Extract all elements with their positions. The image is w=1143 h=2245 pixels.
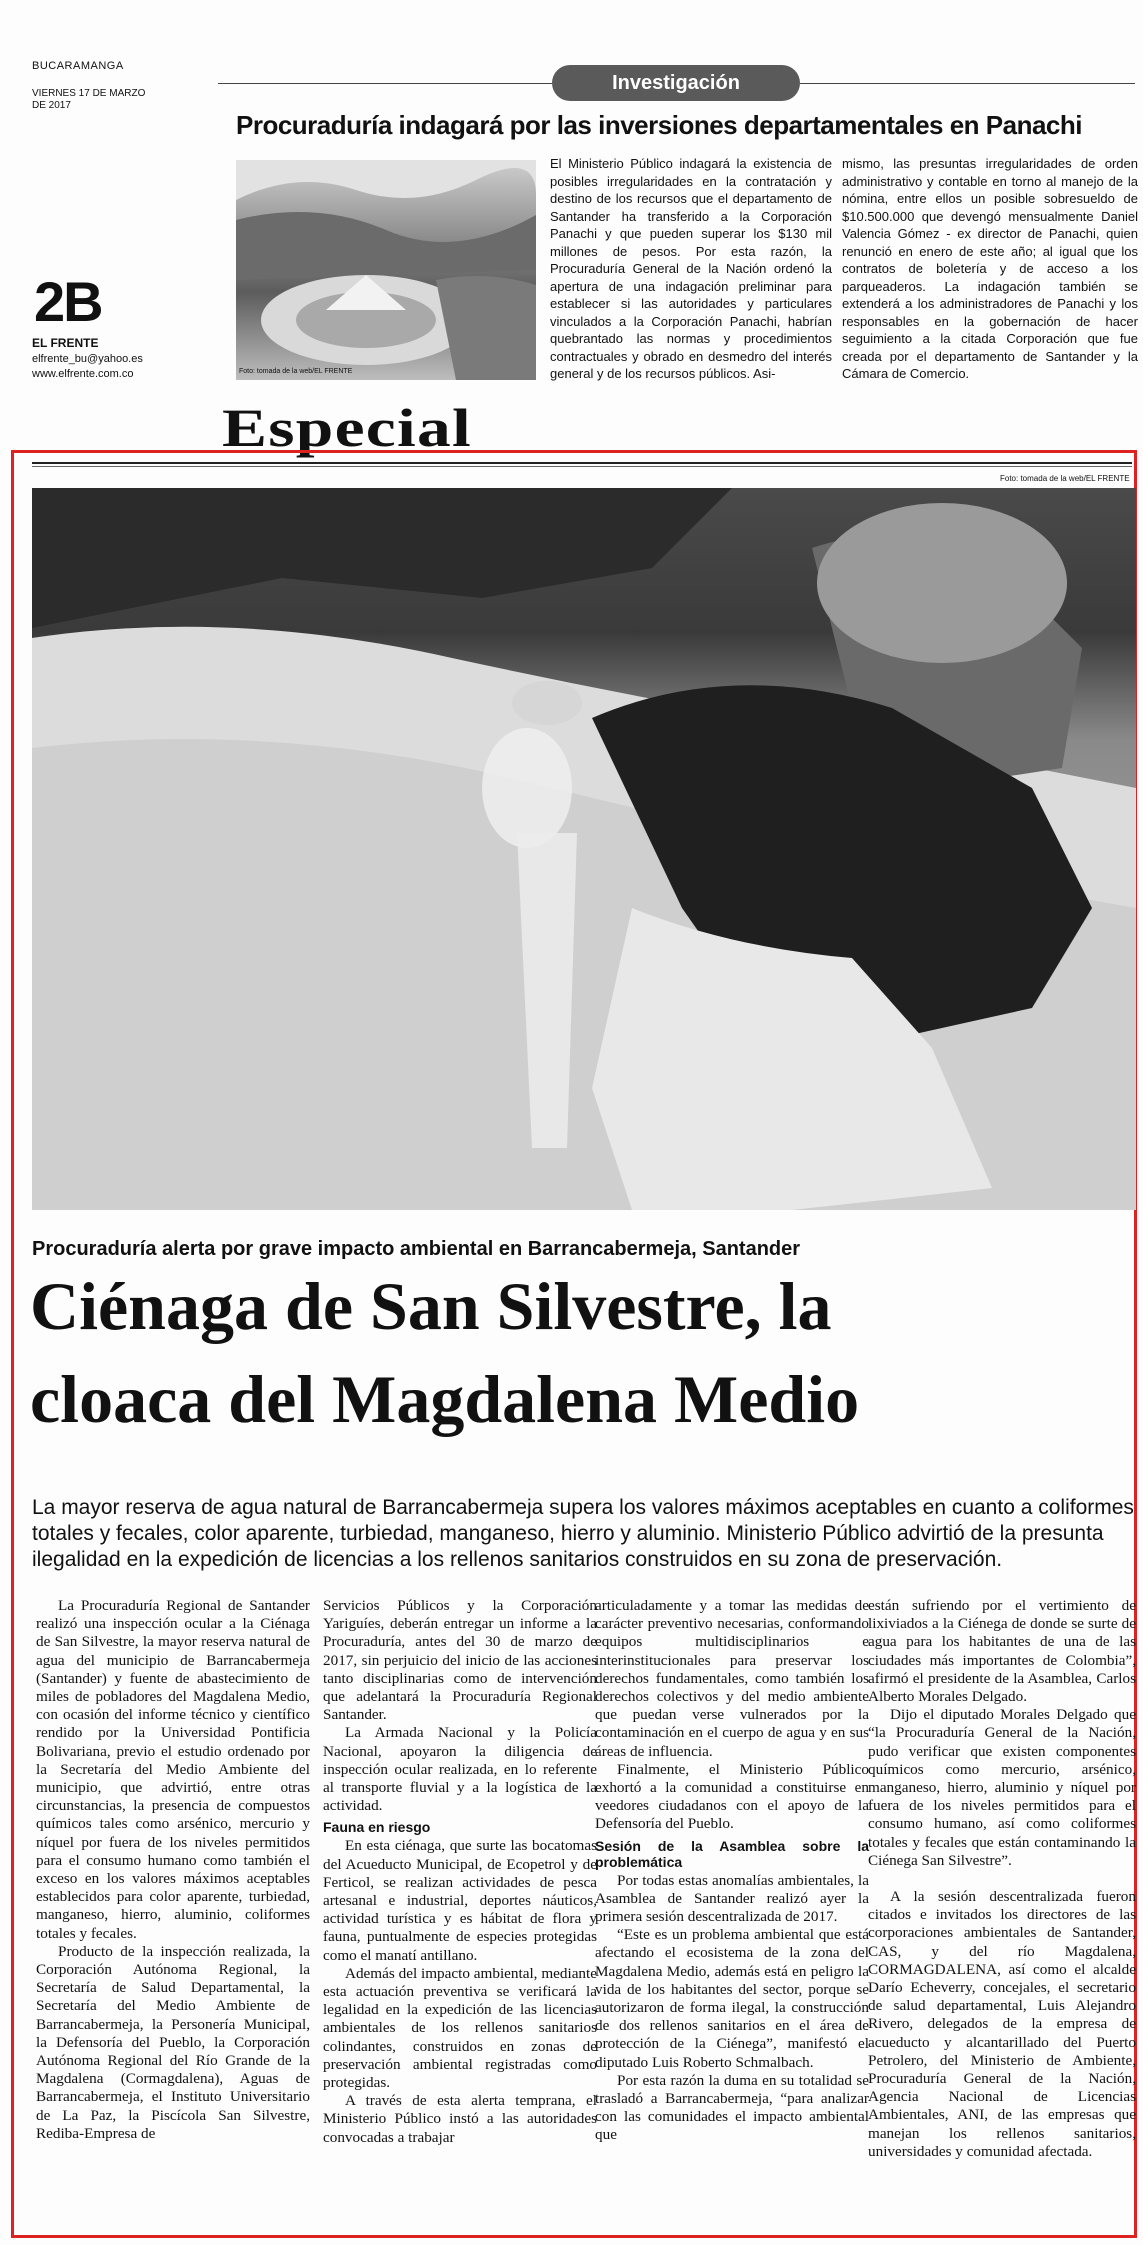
paragraph: “Este es un problema ambiental que está afectando el ecosistema de la zona del Magdalena Medio, además está en peligro la vida de los habitantes del sector, porque se autorizaron de forma ilegal, la construcción de dos rellenos sanitarios en el área de protección de la Ciénega”, manifestó el diputado Luis Roberto Schmalbach. [595, 1926, 869, 2071]
paragraph: están sufriendo por el vertimiento de lixiviados a la Ciénega de donde se surte de agua para los habitantes de una de las ciudades más importantes de Colombia”, afirmó el presidente de la Asamblea, Carlos Alberto Morales Delgado. [868, 1597, 1136, 1706]
top-article-photo [236, 160, 536, 380]
article-kicker: Procuraduría alerta por grave impacto ambiental en Barrancabermeja, Santander [32, 1238, 801, 1260]
section-rule-right [800, 83, 1135, 84]
subheading-fauna: Fauna en riesgo [323, 1819, 431, 1836]
paragraph: Finalmente, el Ministerio Público exhortó a la comunidad a constituirse en veedores ciudadanos con el apoyo de la Defensoría del Pueblo. [595, 1760, 869, 1833]
water-sampling-photo [32, 488, 1136, 1210]
article-column-1 [36, 1597, 310, 2143]
main-photo-credit: Foto: tomada de la web/EL FRENTE [1000, 474, 1130, 483]
article-headline-line-2: cloaca del Magdalena Medio [30, 1361, 860, 1437]
section-title: Especial [222, 398, 473, 458]
city-label: BUCARAMANGA [32, 60, 124, 72]
issue-date: VIERNES 17 DE MARZO DE 2017 [32, 88, 146, 111]
paragraph: A través de esta alerta temprana, el Ministerio Público instó a las autoridades convocadas a trabajar [323, 2092, 597, 2146]
subheading-asamblea: Sesión de la Asamblea sobre la problemática [595, 1837, 869, 1870]
section-badge: Investigación [552, 65, 800, 101]
article-column-2 [323, 1597, 597, 2147]
top-article-headline: Procuraduría indagará por las inversiones departamentales en Panachi [236, 110, 1082, 140]
paragraph: La Armada Nacional y la Policía Nacional, apoyaron la diligencia de inspección ocular realizada, en lo referente al transporte fluvial y a la logística de la actividad. [323, 1724, 597, 1815]
newspaper-website: www.elfrente.com.co [32, 368, 134, 380]
park-aerial-illustration [236, 160, 536, 380]
article-column-3 [595, 1597, 869, 2145]
section-rule-left [218, 83, 552, 84]
paragraph: En esta ciénaga, que surte las bocatomas del Acueducto Municipal, de Ecopetrol y de Ferticol, se realizan actividades de pesca artesanal e industrial, deportes náuticos, actividad turística y es hábitat de flora y fauna, puntualmente de especies protegidas como el manatí antillano. [323, 1837, 597, 1964]
paragraph: Por todas estas anomalías ambientales, la Asamblea de Santander realizó ayer la primera sesión descentralizada de 2017. [595, 1871, 869, 1926]
top-article-column-1: El Ministerio Público indagará la existencia de posibles irregularidades en la contratación y destino de los recursos que el departamento de Santander ha transferido a la Corporación Panachi y que pueden superar los $130 mil millones de pesos. Por esta razón, la Procuraduría General de la Nación ordenó la apertura de una indagación preliminar para establecer si las autoridades y particulares vinculados a la Corporación Panachi, habrían quebrantado las normas y procedimientos contractuales y obrado en desmedro del interés general y de los recursos públicos. Asi- [550, 156, 832, 381]
paragraph: Servicios Públicos y la Corporación Yariguíes, deberán entregar un informe a la Procuraduría, antes del 30 de marzo de 2017, sin perjuicio del inicio de las acciones tanto disciplinarias como de intervención que adelantará la Procuraduría Regional Santander. [323, 1597, 597, 1724]
newspaper-email: elfrente_bu@yahoo.es [32, 353, 143, 365]
top-photo-credit: Foto: tomada de la web/EL FRENTE [239, 368, 353, 375]
page-number: 2B [34, 270, 102, 333]
newspaper-name: EL FRENTE [32, 336, 99, 350]
paragraph: Por esta razón la duma en su totalidad se trasladó a Barrancabermeja, “para analizar con las comunidades el impacto ambiental que [595, 2071, 869, 2144]
article-headline-line-1: Ciénaga de San Silvestre, la [30, 1268, 832, 1344]
paragraph: Producto de la inspección realizada, la Corporación Autónoma Regional, la Secretaría de Salud Departamental, la Secretaría del Medio Ambiente de Barrancabermeja, la Personería Municipal, la Defensoría del Pueblo, la Corporación Autónoma Regional del Río Grande de la Magdalena (Cormagdalena), Aguas de Barrancabermeja, el Instituto Universitario de La Paz, la Piscícola San Silvestre, Rediba-Empresa de [36, 1942, 310, 2142]
paragraph: A la sesión descentralizada fueron citados e invitados los directores de las corporaciones ambientales de Santander, CAS, y del río Magdalena, CORMAGDALENA, así como el alcalde Darío Echeverry, concejales, el secretario de salud departamental, Luis Alejandro Rivero, delegados de la empresa de acueducto y alcantarillado del Puerto Petrolero, del Ministerio de Ambiente, Procuraduría General de la Nación, Agencia Nacional de Licencias Ambientales, ANI, de las empresas que manejan los rellenos sanitarios, universidades y comunidad afectada. [868, 1888, 1136, 2160]
paragraph: La Procuraduría Regional de Santander realizó una inspección ocular a la Ciénaga de San Silvestre, la mayor reserva natural de agua del municipio de Barrancabermeja (Santander) y fuente de abastecimiento de miles de pobladores del Magdalena Medio, con ocasión del informe técnico y científico rendido por la Universidad Pontificia Bolivariana, previo el estudio ordenado por la Secretaría del Medio Ambiente del municipio, que advirtió, entre otras circunstancias, la presencia de compuestos químicos tales como arsénico, mercurio y níquel por fuera de los niveles permitidos para el consumo humano como también el exceso en los valores máximos aceptables establecidos para color aparente, turbiedad, manganeso, hierro, aluminio, coliformes totales y fecales. [36, 1597, 310, 1942]
paragraph: Dijo el diputado Morales Delgado que “la Procuraduría General de la Nación, pudo verificar que existen componentes químicos como mercurio, arsénico, manganeso, hierro, aluminio y níquel por fuera de los niveles permitidos para el consumo humano, así como coliformes totales y fecales que están contaminando la Ciénega San Silvestre”. [868, 1706, 1136, 1869]
paragraph: Además del impacto ambiental, mediante esta actuación preventiva se verificará la legalidad en la expedición de las licencias ambientales de los rellenos sanitarios colindantes, construidos en zonas de preservación ambiental registradas como protegidas. [323, 1964, 597, 2092]
article-column-4 [868, 1597, 1136, 2161]
article-deck: La mayor reserva de agua natural de Barrancabermeja supera los valores máximos aceptables en cuanto a coliformes totales y fecales, color aparente, turbiedad, manganeso, hierro y aluminio. Ministerio Público advirtió de la presunta ilegalidad en la expedición de licencias a los rellenos sanitarios construidos en su zona de preservación. [32, 1496, 1134, 1571]
top-article-column-2: mismo, las presuntas irregularidades de orden administrativo y contable en torno al manejo de la nómina, entre ellos un posible sobresueldo de $10.500.000 que devengó mensualmente Daniel Valencia Gómez - ex director de Panachi, quien renunció en enero de este año; al igual que los contratos de boletería y de acceso a los parqueaderos. La indagación también se extenderá a los administradores de Panachi y los responsables en la gobernación de hacer seguimiento a la citada Corporación que fue creada por el departamento de Santander y la Cámara de Comercio. [842, 156, 1138, 381]
paragraph: articuladamente y a tomar las medidas de carácter preventivo necesarias, conformando equipos multidisciplinarios e interinstitucionales para preservar los derechos fundamentales, como también los derechos colectivos y del medio ambiente que puedan verse vulnerados por la contaminación en el cuerpo de agua y en sus áreas de influencia. [595, 1597, 869, 1760]
main-article-photo [32, 488, 1136, 1210]
